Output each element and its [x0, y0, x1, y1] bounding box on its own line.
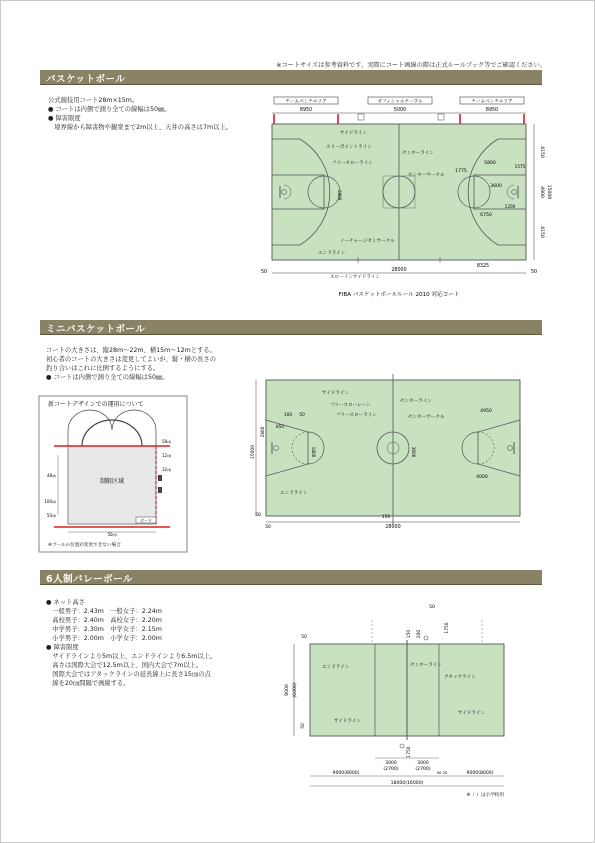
dim-label: 1750	[445, 622, 450, 634]
text-line: ● コートは内側で測り全ての線幅は50㎜。	[46, 374, 169, 381]
text-line: ● 障害限度	[46, 644, 79, 651]
label-endline: エンドライン	[322, 665, 350, 670]
dim-label: 32㎝	[162, 467, 172, 472]
dim-label: 9000(8000)	[466, 771, 494, 776]
section-title: バスケットボール	[46, 74, 126, 85]
bench-area-right-label: チームベンチエリア	[471, 99, 513, 105]
official-table-label: オフィシャルテーブル	[377, 99, 423, 105]
mini-inset-diagram	[38, 395, 188, 553]
bench-area-left-label: チームベンチエリア	[285, 99, 327, 105]
dim-label: 1800	[311, 446, 316, 458]
dim-label: 50	[530, 270, 538, 275]
basketball-court-diagram	[258, 92, 551, 304]
section-header-volleyball	[40, 570, 542, 585]
inset-footnote: ※ゴールの位置が変更できない場合	[48, 543, 121, 548]
dim-label: 1775	[455, 169, 467, 174]
text-line: コートの大きさは、縦28m～22m、横15m～12mとする。	[46, 347, 216, 354]
dim-label: 8325	[476, 264, 490, 269]
dim-label: 850	[276, 424, 284, 429]
notice-text: ※コートサイズは参考資料です。実際にコート画線の際は正式ルールブック等でご確認ください。	[276, 62, 546, 69]
section-title: ミニバスケットボール	[46, 324, 146, 335]
dim-label: 3000	[417, 761, 429, 766]
label-attack-line: アタックライン	[444, 675, 476, 680]
section-header-mini	[40, 320, 542, 335]
dim-label: 15000	[546, 184, 551, 200]
dim-label: 50㎝	[46, 513, 56, 518]
dim-label: 4900	[539, 186, 544, 198]
dim-label: 150	[407, 629, 412, 639]
text-line: 公式競技用コート28m×15m。	[48, 97, 139, 104]
text-line: 小学男子：2.00m 小学女子：2.00m	[46, 635, 162, 642]
dim-label: 50	[301, 635, 307, 640]
dim-label: (6000)	[293, 682, 298, 698]
label-center-circle: センターサークル	[408, 173, 445, 178]
dim-label: 1750	[407, 746, 412, 758]
text-line: 初心者のコートの大きさは変更してよいが、縦・横の長さの	[46, 356, 217, 363]
dim-label: 12㎝	[162, 453, 172, 458]
label-endline: エンドライン	[318, 251, 346, 256]
label-free-lane: フリースローレーン	[330, 403, 371, 408]
text-line: 一般男子：2.43m 一般女子：2.24m	[46, 608, 162, 615]
basketball-text	[48, 96, 232, 132]
dim-label: 3600	[490, 184, 502, 189]
inset-title: 新コートデザインでの運用について	[48, 401, 144, 408]
volleyball-footnote: ※（ ）は小学校用	[466, 793, 504, 798]
dim-label: 3000	[385, 761, 397, 766]
dim-label: 8950	[299, 108, 313, 113]
dim-label: 4950	[480, 409, 492, 414]
dim-label: (2700)	[383, 767, 399, 772]
dim-label: 4150	[539, 226, 544, 238]
restricted-label: 制限区域	[99, 478, 125, 485]
label-throw-in: スローインサイドライン	[330, 275, 381, 280]
dim-label: 50 20	[436, 770, 448, 775]
label-center-circle: センターサークル	[408, 415, 445, 420]
section-header-basketball	[40, 70, 542, 85]
text-line: 線を20㎝間隔で画線する。	[46, 680, 130, 687]
dim-label: 3600	[411, 446, 416, 458]
text-line: 境界線から障害物や観衆まで2m以上、天井の高さは7m以上。	[48, 124, 232, 131]
dim-label: 9000(8000)	[332, 771, 360, 776]
volleyball-court-diagram	[268, 600, 508, 800]
dim-label: 48㎝	[46, 473, 56, 478]
volleyball-text	[46, 598, 216, 688]
restricted-area	[68, 446, 156, 524]
mini-court-diagram	[250, 372, 530, 532]
dim-label: 5000	[393, 108, 407, 113]
text-line: サイドラインより5m以上、エンドラインより6.5m以上。	[46, 653, 217, 660]
label-center-line: センターライン	[410, 663, 442, 668]
text-line: ● コートは内側で測り全ての線幅は50㎜。	[48, 106, 171, 113]
dim-label: 200	[417, 629, 422, 639]
text-line: 国際大会ではアタックラインの延長線上に長さ15㎝の点	[46, 671, 211, 678]
label-no-charge: ノーチャージセミサークル	[340, 239, 395, 244]
dim-label: 58㎝	[162, 439, 172, 444]
dim-label: (2700)	[415, 767, 431, 772]
mini-text	[46, 346, 216, 382]
dim-label: 28000	[385, 525, 401, 530]
text-line: 高さは国際大会で12.5m以上、国内大会で7m以上。	[46, 662, 203, 669]
dim-label: 6750	[480, 213, 492, 218]
label-endline: エンドライン	[280, 491, 308, 496]
dim-label: 15000	[251, 445, 256, 459]
label-center-line: センターライン	[400, 399, 432, 404]
dim-label: 1800	[337, 189, 342, 201]
label-three-point: スリーポイントライン	[326, 145, 372, 150]
dim-label: 4000	[476, 475, 488, 480]
label-sideline: サイドライン	[322, 391, 350, 396]
label-free-line: フリースローライン	[336, 413, 377, 418]
dim-label: 50	[429, 605, 435, 610]
dim-label: 50	[301, 723, 306, 729]
dim-label: 100	[283, 413, 293, 418]
label-sideline-right: サイドライン	[458, 711, 486, 716]
dim-label: 8950	[485, 108, 499, 113]
dim-label: 150	[381, 515, 391, 520]
label-center-line: センターライン	[402, 151, 434, 156]
dim-label: 1575	[514, 164, 526, 169]
dim-label: 4150	[539, 146, 544, 158]
dim-label: 18000(16000)	[390, 781, 424, 786]
label-sideline-left: サイドライン	[334, 719, 362, 724]
dim-label: 9000	[285, 684, 290, 696]
dim-label: 50	[255, 513, 261, 518]
text-line: 中学男子：2.30m 中学女子：2.15m	[46, 626, 162, 633]
section-title: 6人制バレーボール	[46, 574, 133, 585]
dim-label: 100㎝	[44, 499, 56, 504]
text-line: ● ネット高さ	[46, 599, 85, 606]
label-free-throw: フリースローライン	[332, 161, 373, 166]
text-line: ● 障害限度	[48, 115, 81, 122]
label-sideline: サイドライン	[340, 131, 368, 136]
dim-label: 2800	[260, 426, 265, 438]
board-label: ボード	[140, 518, 152, 523]
dim-label: 1200	[504, 204, 516, 209]
dim-label: 50	[260, 270, 268, 275]
dim-label: 28000	[391, 268, 407, 273]
text-line: 釣り合いはこれに比例するようにする。	[46, 365, 160, 372]
dim-label: 5800	[484, 161, 496, 166]
dim-label: 50	[299, 413, 305, 418]
basketball-caption: FIBA バスケットボールルール 2010 対応コート	[338, 292, 460, 298]
dim-label: 50	[265, 525, 271, 530]
text-line: 高校男子：2.40m 高校女子：2.20m	[46, 617, 162, 624]
dim-label: 50㎝	[107, 532, 117, 537]
